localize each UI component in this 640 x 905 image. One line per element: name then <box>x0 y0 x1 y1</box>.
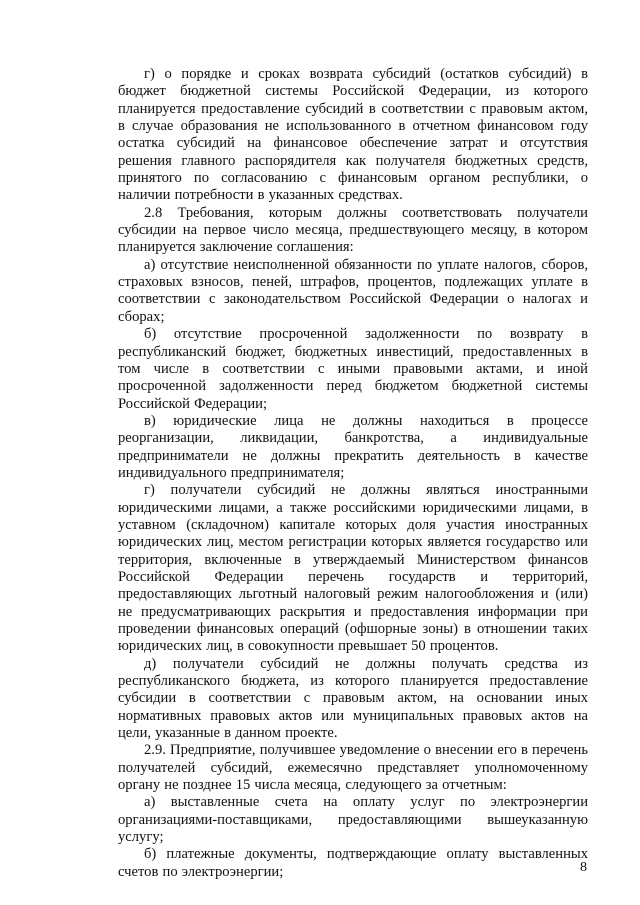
paragraph-item-d-no-other-funds: д) получатели субсидий не должны получать средства из республиканского бюджета, из которого планируется предоставление субсидии в соответствии с правовым актом, на основании иных нормативных правовых актов или муниципальных правовых актов на цели, указанные в данном проекте. <box>118 655 588 742</box>
paragraph-item-a-invoices: а) выставленные счета на оплату услуг по электроэнергии организациями-поставщиками, предоставляющими вышеуказанную услугу; <box>118 794 588 846</box>
paragraph-item-a-no-tax-debt: а) отсутствие неисполненной обязанности по уплате налогов, сборов, страховых взносов, пеней, штрафов, процентов, подлежащих уплате в соответствии с законодательством Российской Федерации о налогах и сборах; <box>118 256 588 325</box>
paragraph-item-g-no-foreign-entities: г) получатели субсидий не должны являться иностранными юридическими лицами, а также российскими юридическими лицами, в уставном (складочном) капитале которых доля участия иностранных юридических лиц, местом регистрации которых является государство или территория, включенные в утверждаемый Министерством финансов Российской Федерации перечень государств и территорий, предоставляющих льготный налоговый режим налогообложения и (или) не предусматривающих раскрытия и предоставления информации при проведении финансовых операций (офшорные зоны) в отношении таких юридических лиц, в совокупности превышает 50 процентов. <box>118 482 588 655</box>
paragraph-return-of-subsidies: г) о порядке и сроках возврата субсидий (остатков субсидий) в бюджет бюджетной системы Российской Федерации, из которого планируется предоставление субсидий в соответствии с правовым актом, в случае образования не использованного в отчетном финансовом году остатка субсидий на финансовое обеспечение затрат и отсутствия решения главного распорядителя как получателя бюджетных средств, принятого по согласованию с финансовым органом республики, о наличии потребности в указанных средствах. <box>118 66 588 204</box>
paragraph-item-v-no-reorganization: в) юридические лица не должны находиться в процессе реорганизации, ликвидации, банкротства, а индивидуальные предприниматели не должны прекратить деятельность в качестве индивидуального предпринимателя; <box>118 412 588 481</box>
paragraph-item-b-payment-documents: б) платежные документы, подтверждающие оплату выставленных счетов по электроэнергии; <box>118 846 588 880</box>
paragraph-2-8-requirements: 2.8 Требования, которым должны соответствовать получатели субсидии на первое число месяца, предшествующего месяцу, в котором планируется заключение соглашения: <box>118 204 588 256</box>
page-number: 8 <box>580 860 587 875</box>
paragraph-2-9-monthly-reporting: 2.9. Предприятие, получившее уведомление о внесении его в перечень получателей субсидий, ежемесячно представляет уполномоченному органу не позднее 15 числа месяца, следующего за отчетным: <box>118 742 588 794</box>
paragraph-item-b-no-overdue-debt: б) отсутствие просроченной задолженности по возврату в республиканский бюджет, бюджетных инвестиций, предоставленных в том числе в соответствии с иными правовыми актами, и иной просроченной задолженности перед бюджетом бюджетной системы Российской Федерации; <box>118 326 588 412</box>
document-page <box>118 66 588 881</box>
